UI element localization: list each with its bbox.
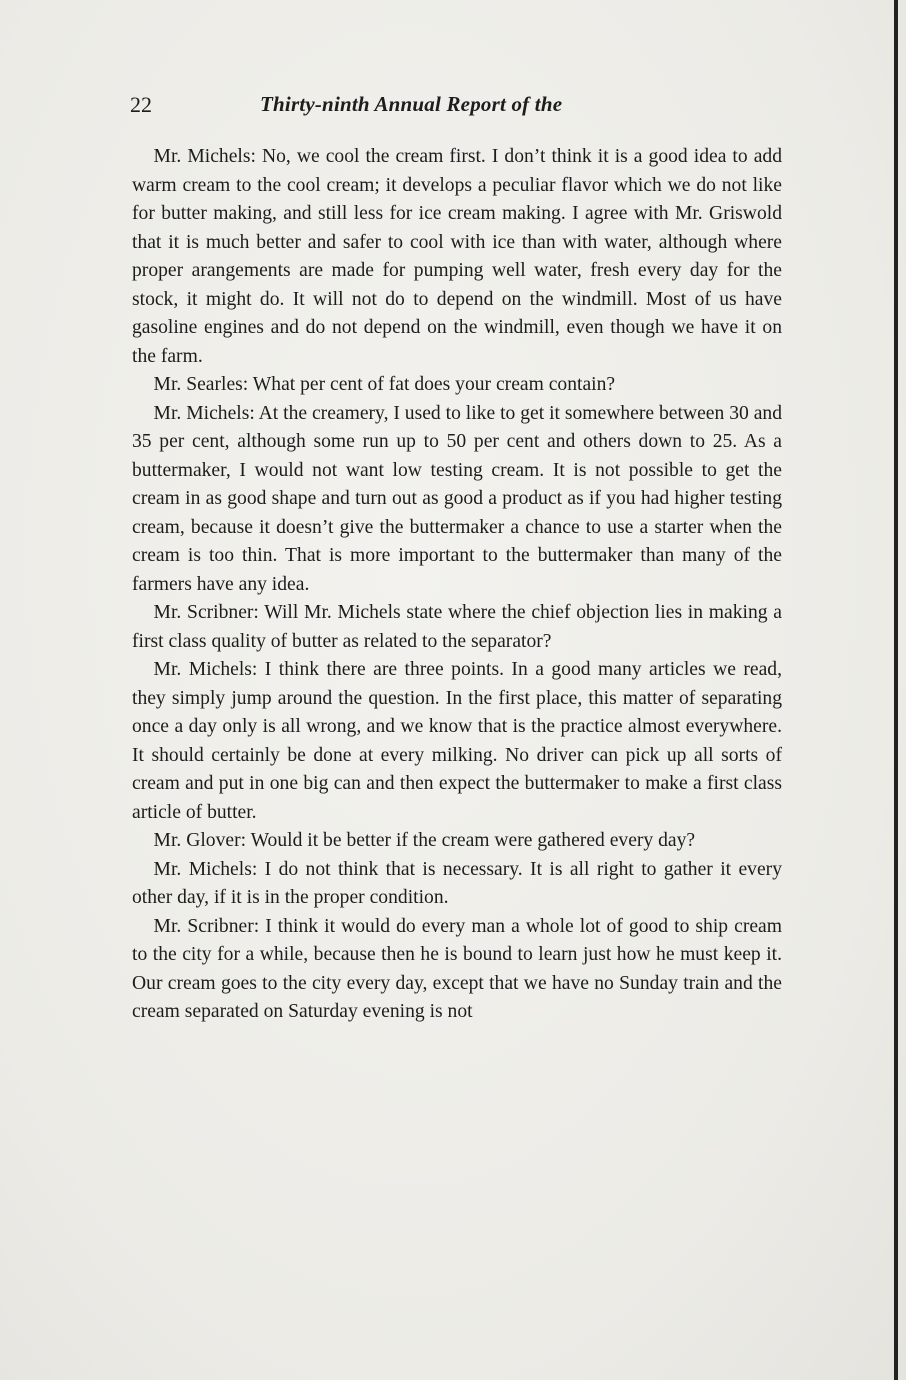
paragraph: Mr. Scribner: I think it would do every man a whole lot of good to ship cream to the city for a while, because then he is bound to learn just how he must keep it. Our cream goes to the city every day, except that we have no Sunday train and the cream separated on Saturday evening is not [132, 915, 782, 1022]
paragraph: Mr. Michels: No, we cool the cream first. I don’t think it is a good idea to add warm cream to the cool cream; it develops a peculiar flavor which we do not like for butter making, and still less for ice cream making. I agree with Mr. Griswold that it is much better and safer to cool with ice than with water, although where proper arangements are made for pumping well water, fresh every day for the stock, it might do. It will not do to depend on the windmill. Most of us have gasoline engines and do not depend on the windmill, even though we have it on the farm. [132, 146, 782, 367]
paragraph: Mr. Searles: What per cent of fat does your cream contain? [153, 374, 616, 395]
running-title: Thirty-ninth Annual Report of the [260, 92, 563, 116]
paragraph: Mr. Glover: Would it be better if the cream were gathered every day? [153, 830, 696, 851]
paragraph: Mr. Scribner: Will Mr. Michels state where the chief objection lies in making a first class quality of butter as related to the separator? [132, 602, 782, 652]
page-header [130, 92, 780, 128]
paragraph: Mr. Michels: I think there are three points. In a good many articles we read, they simply jump around the question. In the first place, this matter of separating once a day only is all wrong, and we know that is the practice almost everywhere. It should certainly be done at every milking. No driver can pick up all sorts of cream and put in one big can and then expect the buttermaker to make a first class article of butter. [132, 659, 782, 823]
page-edge-line [894, 0, 898, 1380]
page-number: 22 [130, 92, 152, 117]
paragraph: Mr. Michels: I do not think that is necessary. It is all right to gather it every other day, if it is in the proper condition. [132, 858, 782, 908]
body-text [132, 143, 782, 1027]
paragraph: Mr. Michels: At the creamery, I used to like to get it somewhere between 30 and 35 per cent, although some run up to 50 per cent and others down to 25. As a buttermaker, I would not want low testing cream. It is not possible to get the cream in as good shape and turn out as good a product as if you had higher testing cream, because it doesn’t give the buttermaker a chance to use a starter when the cream is too thin. That is more important to the buttermaker than many of the farmers have any idea. [132, 402, 782, 595]
